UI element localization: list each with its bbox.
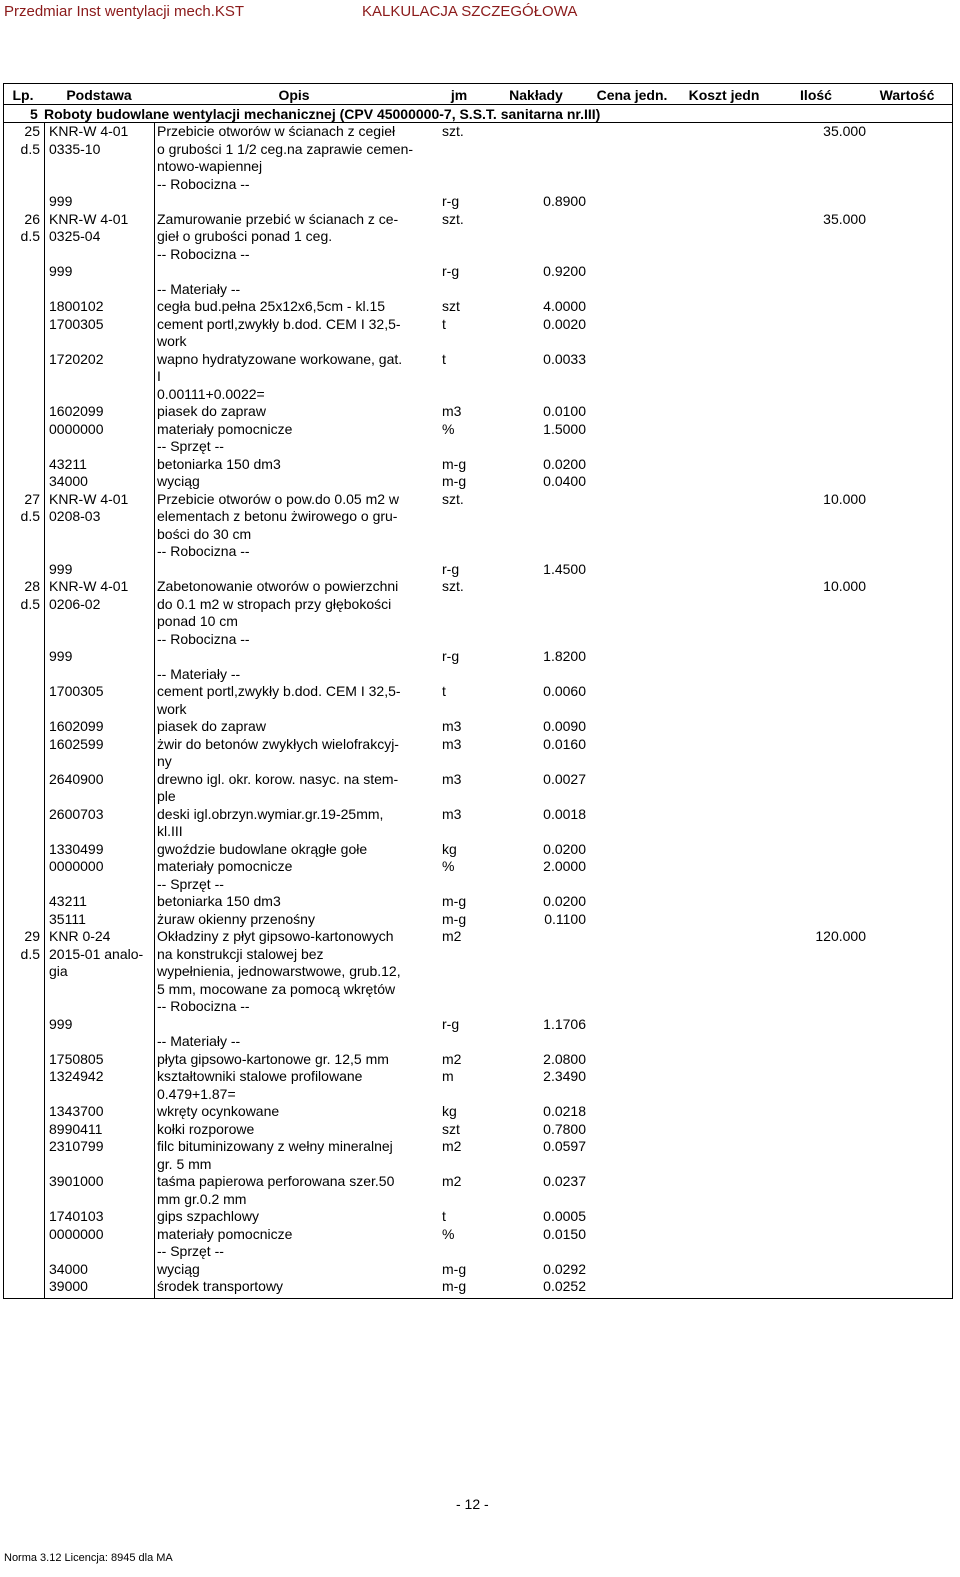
basis-code: 1740103 — [49, 1208, 104, 1224]
description: kształtowniki stalowe profilowane — [157, 1068, 363, 1084]
basis-code: 34000 — [49, 473, 88, 489]
basis-code: 0206-02 — [49, 596, 101, 612]
quantity-norm: 0.8900 — [543, 193, 586, 209]
description: betoniarka 150 dm3 — [157, 893, 281, 909]
unit: t — [442, 316, 446, 332]
unit: r-g — [442, 193, 460, 209]
document-type: KALKULACJA SZCZEGÓŁOWA — [362, 3, 578, 20]
description: Przebicie otworów w ścianach z cegieł — [157, 123, 396, 139]
description: Przebicie otworów o pow.do 0.05 m2 w — [157, 491, 400, 507]
basis-code: 2015-01 analo- — [49, 946, 144, 962]
description: Zamurowanie przebić w ścianach z ce- — [157, 211, 399, 227]
basis-code: gia — [49, 963, 68, 979]
unit: m-g — [442, 456, 467, 472]
description: ntowo-wapiennej — [157, 158, 263, 174]
unit: r-g — [442, 648, 460, 664]
basis-code: 1602599 — [49, 736, 104, 752]
quantity-norm: 1.1706 — [543, 1016, 586, 1032]
item-number: 28 — [24, 578, 40, 594]
description: -- Materiały -- — [157, 1033, 241, 1049]
description: na konstrukcji stalowej bez — [157, 946, 324, 962]
unit: szt. — [442, 211, 464, 227]
quantity-norm: 0.0200 — [543, 893, 586, 909]
unit: r-g — [442, 1016, 460, 1032]
description: 5 mm, mocowane za pomocą wkrętów — [157, 981, 396, 997]
description: wapno hydratyzowane workowane, gat. — [157, 351, 403, 367]
col-cena-jedn: Cena jedn. — [596, 87, 668, 103]
quantity-norm: 0.0400 — [543, 473, 586, 489]
quantity-norm: 0.0597 — [543, 1138, 586, 1154]
basis-code: 1750805 — [49, 1051, 104, 1067]
col-naklady: Nakłady — [509, 87, 563, 103]
description: materiały pomocnicze — [157, 421, 293, 437]
description: środek transportowy — [157, 1278, 284, 1294]
basis-code: 35111 — [49, 911, 86, 927]
quantity: 10.000 — [823, 491, 866, 507]
description: elementach z betonu żwirowego o gru- — [157, 508, 398, 524]
unit: szt. — [442, 123, 464, 139]
basis-code: KNR-W 4-01 — [49, 491, 129, 507]
description: piasek do zapraw — [157, 718, 266, 734]
unit: % — [442, 421, 455, 437]
description: -- Sprzęt -- — [157, 876, 224, 892]
quantity-norm: 0.0018 — [543, 806, 586, 822]
basis-code: 1330499 — [49, 841, 104, 857]
description: -- Robocizna -- — [157, 176, 250, 192]
col-koszt-jedn: Koszt jedn — [688, 87, 760, 103]
description: -- Robocizna -- — [157, 246, 250, 262]
description: wyciąg — [157, 473, 200, 489]
basis-code: 1700305 — [49, 683, 104, 699]
quantity-norm: 0.0292 — [543, 1261, 586, 1277]
col-ilosc: Ilość — [800, 87, 832, 103]
description: o grubości 1 1/2 ceg.na zaprawie cemen- — [157, 141, 414, 157]
basis-code: 1700305 — [49, 316, 104, 332]
unit: r-g — [442, 561, 460, 577]
description: do 0.1 m2 w stropach przy głębokości — [157, 596, 392, 612]
basis-code: 2310799 — [49, 1138, 104, 1154]
basis-code: 1800102 — [49, 298, 104, 314]
quantity-norm: 0.0200 — [543, 841, 586, 857]
section-number: 5 — [30, 106, 38, 122]
description: mm gr.0.2 mm — [157, 1191, 247, 1207]
section-row — [3, 105, 953, 123]
description: work — [157, 701, 187, 717]
quantity-norm: 1.4500 — [543, 561, 586, 577]
description: -- Robocizna -- — [157, 631, 250, 647]
basis-code: 0325-04 — [49, 228, 101, 244]
description: betoniarka 150 dm3 — [157, 456, 281, 472]
col-wartosc: Wartość — [879, 87, 935, 103]
unit: szt — [442, 1121, 460, 1137]
unit: kg — [442, 1103, 457, 1119]
description: Okładziny z płyt gipsowo-kartonowych — [157, 928, 394, 944]
quantity-norm: 0.0090 — [543, 718, 586, 734]
description: kołki rozporowe — [157, 1121, 255, 1137]
description: wypełnienia, jednowarstwowe, grub.12, — [157, 963, 401, 979]
basis-code: 0000000 — [49, 421, 104, 437]
item-number: d.5 — [20, 508, 40, 524]
item-number: d.5 — [20, 946, 40, 962]
col-podstawa: Podstawa — [66, 87, 132, 103]
basis-code: 1324942 — [49, 1068, 104, 1084]
description: -- Robocizna -- — [157, 543, 250, 559]
basis-code: 2600703 — [49, 806, 104, 822]
unit: % — [442, 858, 455, 874]
unit: m — [442, 1068, 454, 1084]
col-jm: jm — [450, 87, 468, 103]
quantity-norm: 0.0150 — [543, 1226, 586, 1242]
basis-code: 1602099 — [49, 403, 104, 419]
quantity-norm: 4.0000 — [543, 298, 586, 314]
table-body — [3, 123, 953, 1299]
quantity-norm: 0.1100 — [544, 911, 586, 927]
quantity: 120.000 — [815, 928, 866, 944]
unit: r-g — [442, 263, 460, 279]
description: -- Materiały -- — [157, 281, 241, 297]
quantity: 35.000 — [823, 211, 866, 227]
unit: m2 — [442, 1138, 462, 1154]
column-header-row — [3, 83, 953, 105]
license-footer: Norma 3.12 Licencja: 8945 dla MA — [4, 1552, 173, 1564]
unit: m2 — [442, 1173, 462, 1189]
unit: kg — [442, 841, 457, 857]
quantity-norm: 1.8200 — [543, 648, 586, 664]
quantity-norm: 2.3490 — [543, 1068, 586, 1084]
item-number: d.5 — [20, 141, 40, 157]
item-number: 26 — [24, 211, 40, 227]
quantity: 10.000 — [823, 578, 866, 594]
item-number: 27 — [24, 491, 40, 507]
page-number: - 12 - — [456, 1496, 489, 1512]
basis-code: KNR-W 4-01 — [49, 123, 129, 139]
description: ponad 10 cm — [157, 613, 238, 629]
description: I — [157, 368, 161, 384]
unit: m-g — [442, 1261, 467, 1277]
unit: m-g — [442, 1278, 467, 1294]
description: materiały pomocnicze — [157, 858, 293, 874]
quantity-norm: 0.0020 — [543, 316, 586, 332]
description: gr. 5 mm — [157, 1156, 212, 1172]
basis-code: 39000 — [49, 1278, 88, 1294]
description: Zabetonowanie otworów o powierzchni — [157, 578, 399, 594]
col-lp: Lp. — [12, 87, 34, 103]
unit: t — [442, 351, 446, 367]
description: kl.III — [157, 823, 183, 839]
unit: % — [442, 1226, 455, 1242]
basis-code: 0208-03 — [49, 508, 101, 524]
description: cement portl,zwykły b.dod. CEM I 32,5- — [157, 683, 401, 699]
basis-code: 1343700 — [49, 1103, 104, 1119]
basis-code: 0000000 — [49, 1226, 104, 1242]
col-opis: Opis — [278, 87, 310, 103]
description: deski igl.obrzyn.wymiar.gr.19-25mm, — [157, 806, 384, 822]
basis-code: 43211 — [49, 456, 87, 472]
basis-code: KNR-W 4-01 — [49, 211, 129, 227]
description: cegła bud.pełna 25x12x6,5cm - kl.15 — [157, 298, 386, 314]
unit: m2 — [442, 1051, 462, 1067]
basis-code: 999 — [49, 561, 73, 577]
description: filc bituminizowany z wełny mineralnej — [157, 1138, 393, 1154]
quantity-norm: 0.0200 — [543, 456, 586, 472]
basis-code: 2640900 — [49, 771, 104, 787]
item-number: 29 — [24, 928, 40, 944]
document-title: Przedmiar Inst wentylacji mech.KST — [4, 3, 245, 20]
basis-code: 999 — [49, 648, 73, 664]
quantity-norm: 0.0237 — [543, 1173, 586, 1189]
unit: szt — [442, 298, 460, 314]
basis-code: 1720202 — [49, 351, 104, 367]
quantity-norm: 0.0252 — [543, 1278, 586, 1294]
quantity-norm: 0.0160 — [543, 736, 586, 752]
description: ny — [157, 753, 172, 769]
description: bości do 30 cm — [157, 526, 252, 542]
description: żuraw okienny przenośny — [157, 911, 315, 927]
quantity-norm: 0.0100 — [543, 403, 586, 419]
description: -- Robocizna -- — [157, 998, 250, 1014]
basis-code: 0335-10 — [49, 141, 101, 157]
unit: szt. — [442, 491, 464, 507]
quantity-norm: 0.0218 — [543, 1103, 586, 1119]
description: materiały pomocnicze — [157, 1226, 293, 1242]
unit: szt. — [442, 578, 464, 594]
column-divider — [44, 123, 45, 1299]
basis-code: KNR-W 4-01 — [49, 578, 129, 594]
quantity-norm: 0.0027 — [543, 771, 586, 787]
description: taśma papierowa perforowana szer.50 — [157, 1173, 395, 1189]
description: gips szpachlowy — [157, 1208, 259, 1224]
description: gieł o grubości ponad 1 ceg. — [157, 228, 333, 244]
description: piasek do zapraw — [157, 403, 266, 419]
unit: t — [442, 1208, 446, 1224]
description: 0.00111+0.0022= — [157, 386, 265, 402]
estimate-table — [3, 83, 953, 1299]
unit: m3 — [442, 771, 462, 787]
quantity-norm: 0.7800 — [543, 1121, 586, 1137]
basis-code: 999 — [49, 193, 73, 209]
description: żwir do betonów zwykłych wielofrakcyj- — [157, 736, 399, 752]
description: gwoździe budowlane okrągłe gołe — [157, 841, 368, 857]
unit: m-g — [442, 911, 467, 927]
item-number: 25 — [24, 123, 40, 139]
basis-code: 3901000 — [49, 1173, 104, 1189]
unit: m3 — [442, 718, 462, 734]
description: -- Sprzęt -- — [157, 438, 224, 454]
description: work — [157, 333, 187, 349]
description: wkręty ocynkowane — [157, 1103, 280, 1119]
quantity-norm: 1.5000 — [543, 421, 586, 437]
quantity-norm: 0.0005 — [543, 1208, 586, 1224]
description: płyta gipsowo-kartonowe gr. 12,5 mm — [157, 1051, 389, 1067]
unit: m3 — [442, 736, 462, 752]
quantity-norm: 0.0033 — [543, 351, 586, 367]
unit: m-g — [442, 473, 467, 489]
item-number: d.5 — [20, 228, 40, 244]
quantity: 35.000 — [823, 123, 866, 139]
item-number: d.5 — [20, 596, 40, 612]
quantity-norm: 2.0000 — [543, 858, 586, 874]
unit: m-g — [442, 893, 467, 909]
basis-code: 999 — [49, 1016, 73, 1032]
quantity-norm: 0.0060 — [543, 683, 586, 699]
quantity-norm: 2.0800 — [543, 1051, 586, 1067]
description: -- Materiały -- — [157, 666, 241, 682]
description: cement portl,zwykły b.dod. CEM I 32,5- — [157, 316, 401, 332]
basis-code: 8990411 — [49, 1121, 103, 1137]
page-header — [0, 0, 960, 26]
description: 0.479+1.87= — [157, 1086, 236, 1102]
quantity-norm: 0.9200 — [543, 263, 586, 279]
unit: m3 — [442, 403, 462, 419]
basis-code: 43211 — [49, 893, 87, 909]
basis-code: KNR 0-24 — [49, 928, 111, 944]
description: ple — [157, 788, 176, 804]
basis-code: 0000000 — [49, 858, 104, 874]
unit: m2 — [442, 928, 462, 944]
basis-code: 1602099 — [49, 718, 104, 734]
column-divider — [154, 123, 155, 1299]
basis-code: 999 — [49, 263, 73, 279]
description: drewno igl. okr. korow. nasyc. na stem- — [157, 771, 399, 787]
unit: m3 — [442, 806, 462, 822]
unit: t — [442, 683, 446, 699]
description: wyciąg — [157, 1261, 200, 1277]
description: -- Sprzęt -- — [157, 1243, 224, 1259]
section-title: Roboty budowlane wentylacji mechanicznej (CPV 45000000-7, S.S.T. sanitarna nr.III) — [44, 106, 601, 122]
basis-code: 34000 — [49, 1261, 88, 1277]
